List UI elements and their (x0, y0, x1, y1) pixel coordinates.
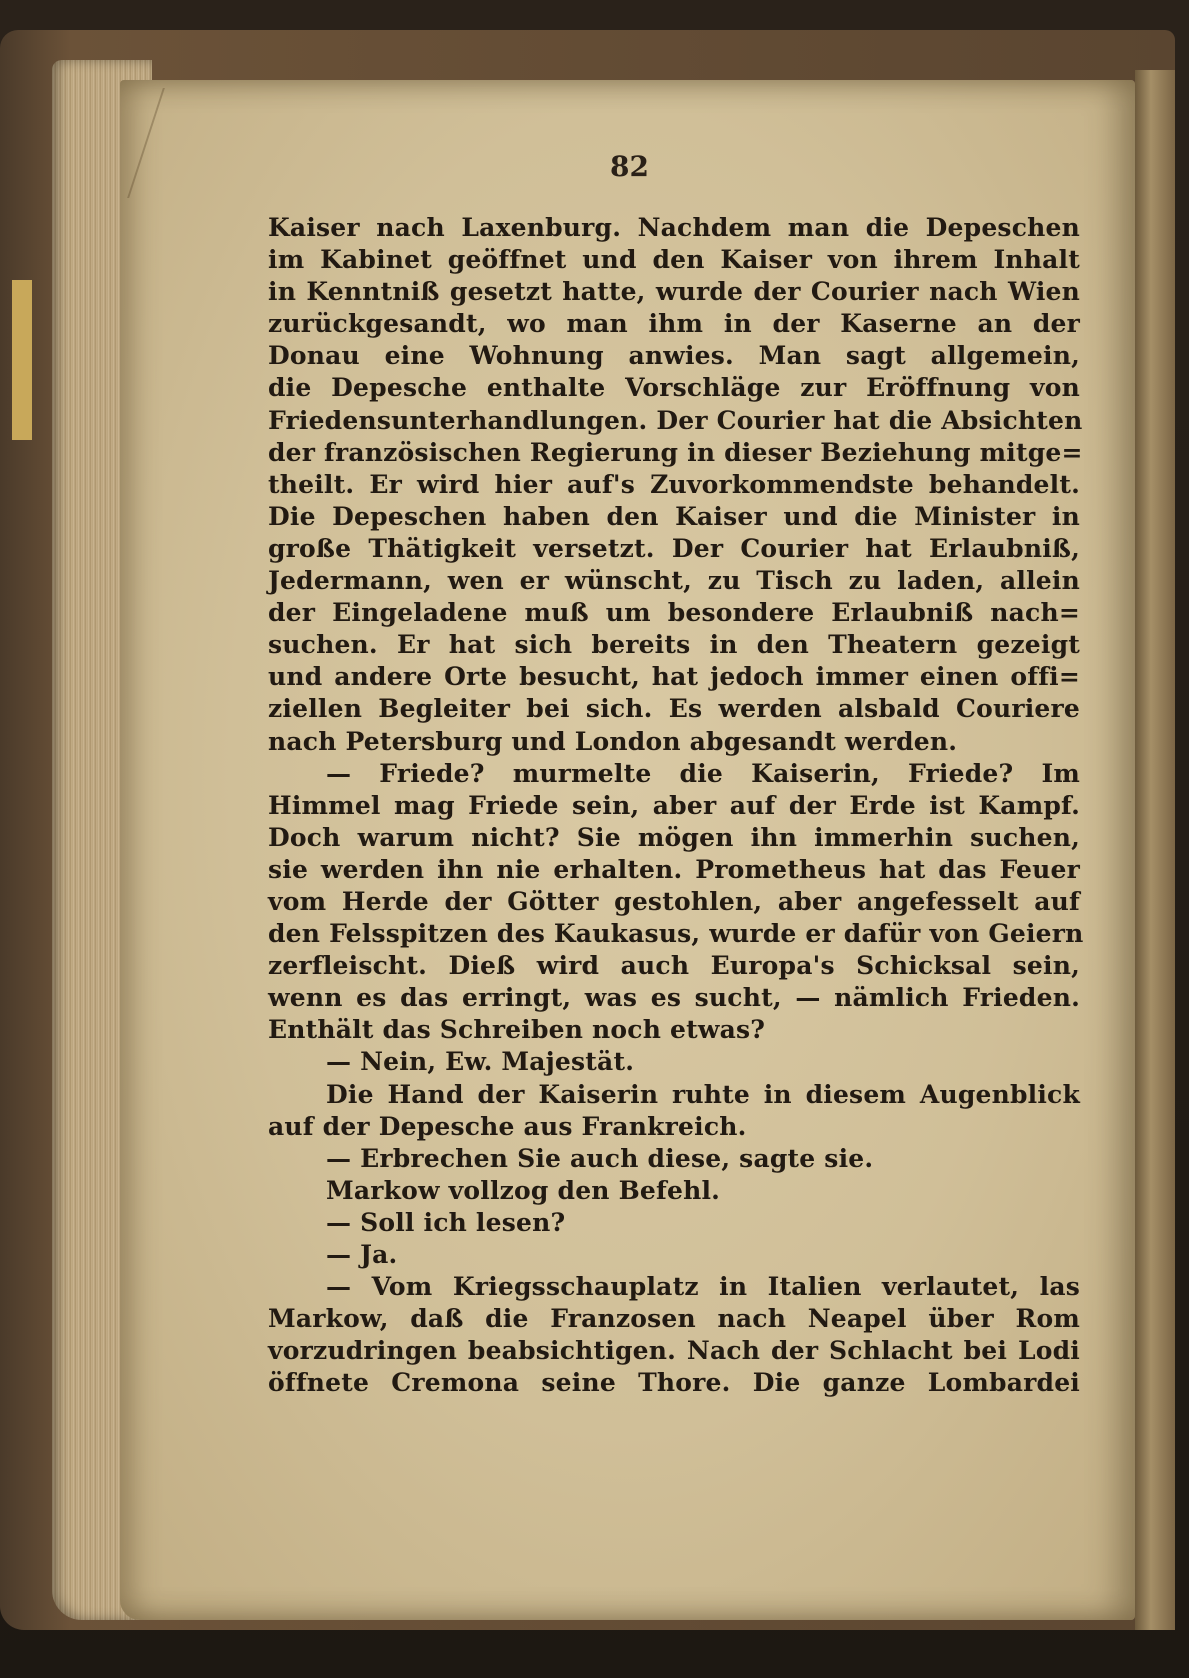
text-line: im Kabinet geöffnet und den Kaiser von ihrem Inhalt (268, 245, 1080, 275)
book-gutter (1135, 70, 1175, 1630)
text-line: in Kenntniß gesetzt hatte, wurde der Courier nach Wien (268, 277, 1080, 307)
text-line: sie werden ihn nie erhalten. Prometheus hat das Feuer (268, 854, 1080, 884)
page-number: 82 (610, 150, 649, 183)
text-line: — Erbrechen Sie auch diese, sagte sie. (326, 1143, 874, 1173)
text-line: Doch warum nicht? Sie mögen ihn immerhin suchen, (268, 822, 1080, 852)
text-line: Die Hand der Kaiserin ruhte in diesem Augenblick (326, 1079, 1080, 1109)
text-line: der Eingeladene muß um besondere Erlaubniß nach= (268, 598, 1080, 628)
text-line: öffnete Cremona seine Thore. Die ganze Lombardei (268, 1368, 1080, 1398)
text-line: zerfleischt. Dieß wird auch Europa's Schicksal sein, (268, 951, 1080, 981)
text-line: nach Petersburg und London abgesandt werden. (268, 726, 958, 756)
book-spine-label (12, 280, 32, 440)
text-line: Donau eine Wohnung anwies. Man sagt allgemein, (268, 341, 1080, 371)
text-line: vom Herde der Götter gestohlen, aber angefesselt auf (268, 886, 1080, 916)
text-line: ziellen Begleiter bei sich. Es werden alsbald Couriere (268, 694, 1080, 724)
text-line: Markow, daß die Franzosen nach Neapel über Rom (268, 1304, 1080, 1334)
text-line: Markow vollzog den Befehl. (326, 1175, 721, 1205)
text-line: Jedermann, wen er wünscht, zu Tisch zu laden, allein (268, 566, 1080, 596)
text-line: die Depesche enthalte Vorschläge zur Eröffnung von (268, 373, 1080, 403)
page-body-text (268, 212, 1084, 1399)
text-line: der französischen Regierung in dieser Beziehung mitge= (268, 437, 1083, 467)
text-line: Kaiser nach Laxenburg. Nachdem man die Depeschen (268, 213, 1080, 242)
text-line: große Thätigkeit versetzt. Der Courier hat Erlaubniß, (268, 533, 1080, 563)
text-line: zurückgesandt, wo man ihm in der Kaserne an der (268, 309, 1080, 339)
text-line: den Felsspitzen des Kaukasus, wurde er dafür von Geiern (268, 919, 1084, 949)
text-line: Himmel mag Friede sein, aber auf der Erde ist Kampf. (268, 790, 1080, 820)
text-line: Enthält das Schreiben noch etwas? (268, 1015, 766, 1045)
text-line: auf der Depesche aus Frankreich. (268, 1111, 747, 1141)
text-line: theilt. Er wird hier auf's Zuvorkommendste behandelt. (268, 469, 1080, 499)
text-line: vorzudringen beabsichtigen. Nach der Schlacht bei Lodi (268, 1336, 1080, 1366)
text-line: — Soll ich lesen? (326, 1207, 566, 1237)
text-line: suchen. Er hat sich bereits in den Theatern gezeigt (268, 630, 1080, 660)
text-line: Friedensunterhandlungen. Der Courier hat die Absichten (268, 405, 1083, 435)
text-line: und andere Orte besucht, hat jedoch immer einen offi= (268, 662, 1080, 692)
text-line: — Vom Kriegsschauplatz in Italien verlautet, las (326, 1272, 1080, 1302)
text-line: — Friede? murmelte die Kaiserin, Friede? Im (326, 758, 1080, 788)
text-line: wenn es das erringt, was es sucht, — nämlich Frieden. (268, 983, 1080, 1013)
text-line: — Nein, Ew. Majestät. (326, 1047, 635, 1077)
text-line: — Ja. (326, 1240, 398, 1269)
text-line: Die Depeschen haben den Kaiser und die Minister in (268, 501, 1080, 531)
